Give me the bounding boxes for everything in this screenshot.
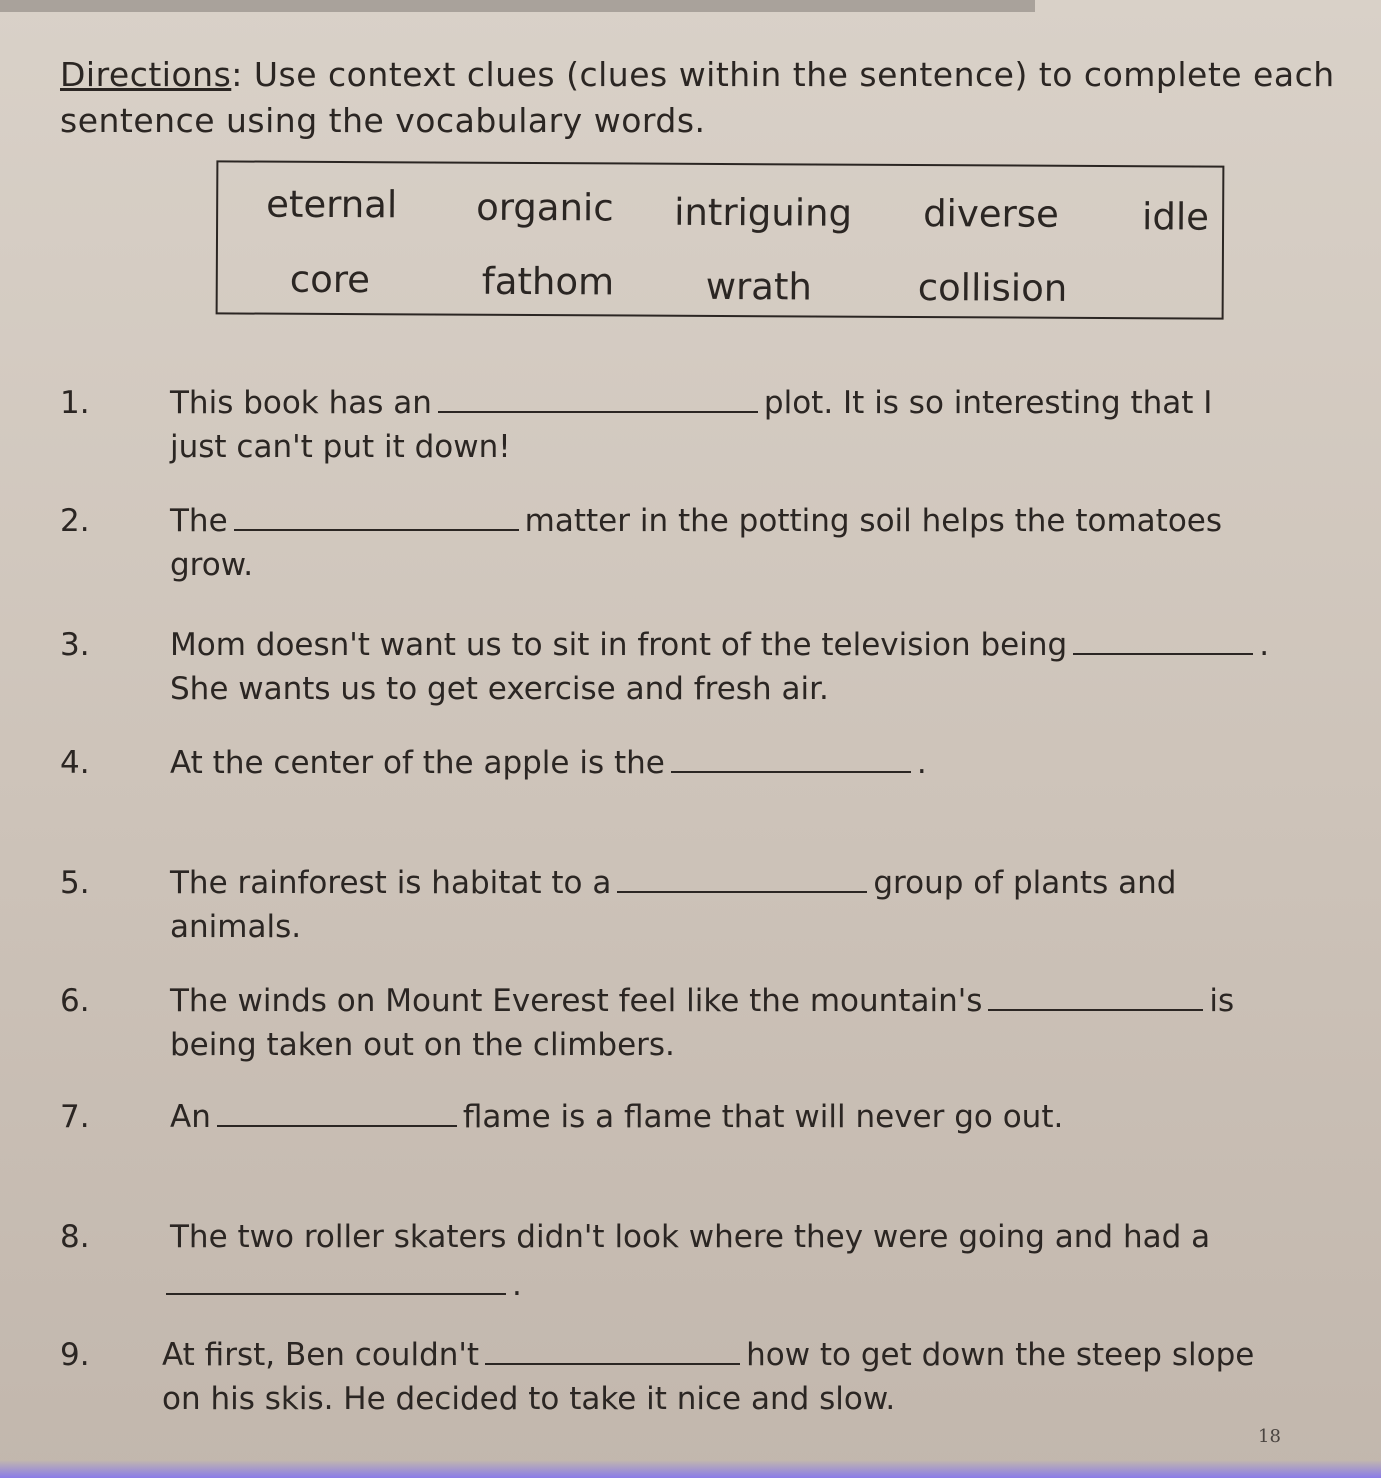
question-number: 3. <box>60 627 90 663</box>
question-text-after: flame is a flame that will never go out. <box>462 1099 1064 1135</box>
question-line <box>170 978 1234 1024</box>
word-bank-item: eternal <box>266 182 398 227</box>
question-line <box>170 740 927 786</box>
word-bank-item: organic <box>476 185 614 230</box>
directions-text <box>60 52 1350 144</box>
question-line <box>170 1214 1210 1260</box>
question-continuation: being taken out on the climbers. <box>170 1027 675 1063</box>
question-text-after: matter in the potting soil helps the tomatoes <box>524 503 1223 539</box>
question-line <box>170 622 1269 668</box>
answer-blank[interactable] <box>438 381 758 413</box>
question-text-before: At the center of the apple is the <box>170 745 665 781</box>
question-continuation: animals. <box>170 909 302 945</box>
question-text-after: is <box>1209 983 1235 1019</box>
question-continuation: grow. <box>170 547 254 583</box>
question-text-after: group of plants and <box>873 865 1177 901</box>
word-bank-item: intriguing <box>674 190 853 235</box>
directions-body: : Use context clues (clues within the sentence) to complete each sentence using the vocabulary words. <box>60 55 1335 140</box>
question-number: 7. <box>60 1099 90 1135</box>
page-number: 18 <box>1258 1426 1281 1447</box>
question-number: 9. <box>60 1337 90 1373</box>
answer-blank[interactable] <box>1073 623 1253 655</box>
question-text-before: Mom doesn't want us to sit in front of the television being <box>170 627 1068 663</box>
top-edge-strip <box>0 0 1035 12</box>
question-text-before: The winds on Mount Everest feel like the mountain's <box>170 983 983 1019</box>
answer-blank[interactable] <box>617 861 867 893</box>
question-line <box>170 380 1212 426</box>
question-continuation: on his skis. He decided to take it nice and slow. <box>162 1381 896 1417</box>
question-number: 5. <box>60 865 90 901</box>
question-continuation: just can't put it down! <box>170 429 511 465</box>
question-text-before: The <box>170 503 228 539</box>
question-text-after: . <box>916 745 927 781</box>
answer-blank[interactable] <box>485 1333 740 1365</box>
word-bank-item: wrath <box>705 264 812 309</box>
word-bank-item: collision <box>917 266 1068 310</box>
question-text-before: The two roller skaters didn't look where they were going and had a <box>170 1219 1211 1255</box>
question-text-before: An <box>170 1099 211 1135</box>
question-line <box>170 860 1176 906</box>
question-line <box>170 1094 1063 1140</box>
question-number: 4. <box>60 745 90 781</box>
answer-blank[interactable] <box>217 1095 457 1127</box>
question-line <box>170 498 1222 544</box>
answer-blank[interactable] <box>166 1263 506 1295</box>
question-text-after: . <box>512 1267 522 1303</box>
answer-blank[interactable] <box>671 741 911 773</box>
question-continuation <box>170 1262 522 1308</box>
question-number: 8. <box>60 1219 90 1255</box>
question-text-after: how to get down the steep slope <box>746 1337 1255 1373</box>
directions-label: Directions <box>60 55 232 94</box>
question-text-before: This book has an <box>170 385 432 421</box>
question-text-before: At first, Ben couldn't <box>162 1337 480 1373</box>
word-bank-item: diverse <box>923 192 1059 236</box>
question-line <box>162 1332 1254 1378</box>
answer-blank[interactable] <box>234 499 519 531</box>
question-text-before: The rainforest is habitat to a <box>170 865 612 901</box>
question-text-after: . <box>1259 627 1270 663</box>
question-text-after: plot. It is so interesting that I <box>763 385 1213 421</box>
question-number: 6. <box>60 983 90 1019</box>
word-bank-item: idle <box>1142 195 1210 239</box>
bottom-edge-glow <box>0 1460 1381 1478</box>
question-continuation: She wants us to get exercise and fresh air. <box>170 671 829 707</box>
word-bank-item: core <box>289 257 371 302</box>
word-bank-item: fathom <box>481 259 615 304</box>
answer-blank[interactable] <box>988 979 1203 1011</box>
word-bank-box <box>216 160 1225 319</box>
question-number: 1. <box>60 385 90 421</box>
question-number: 2. <box>60 503 90 539</box>
